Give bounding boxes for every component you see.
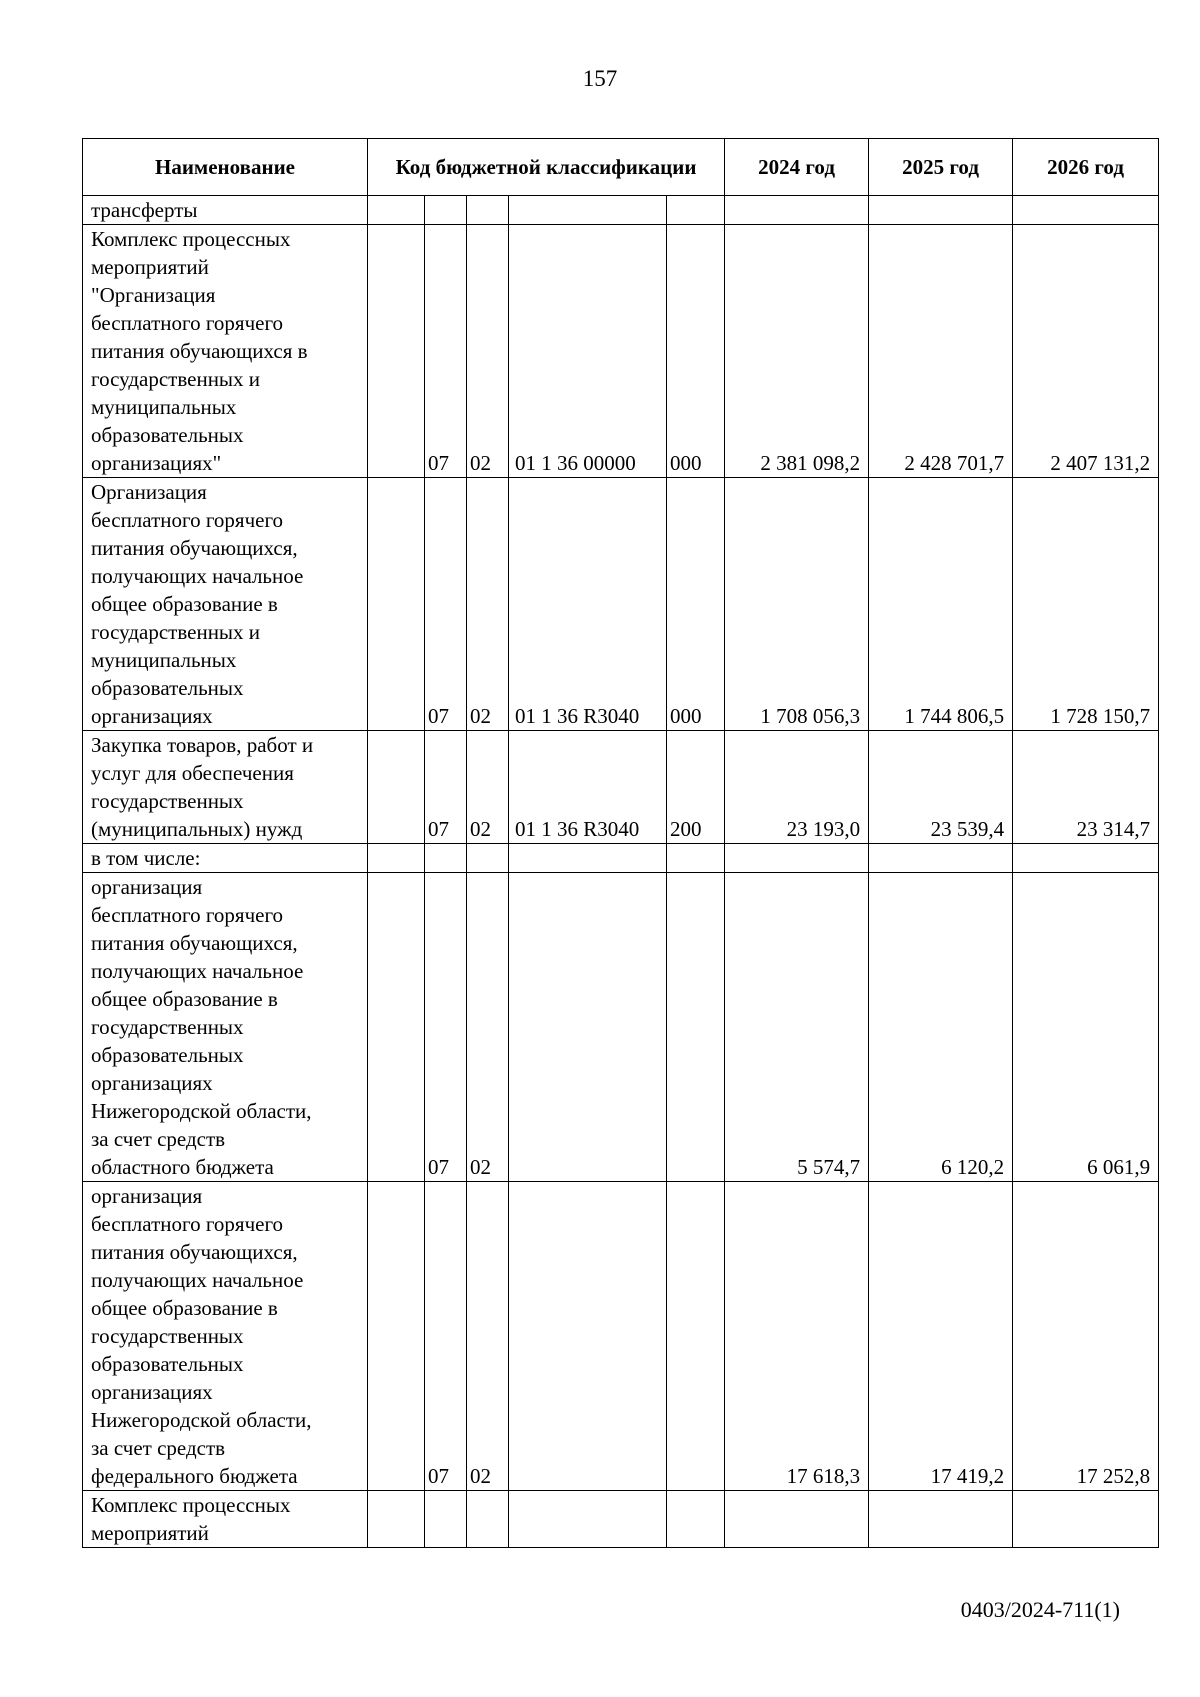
row-pad: [368, 1491, 425, 1548]
row-subsection: [467, 844, 509, 873]
row-section: 07: [425, 478, 467, 731]
row-2025: 23 539,4: [869, 731, 1013, 844]
row-name: организация бесплатного горячего питания обучающихся, получающих начальное общее образование в государственных образовательных организациях Нижегородской области, за счет средств областного бюджета: [83, 873, 368, 1182]
table-row: [83, 478, 1159, 731]
row-name: организация бесплатного горячего питания обучающихся, получающих начальное общее образование в государственных образовательных организациях Нижегородской области, за счет средств федерального бюджета: [83, 1182, 368, 1491]
row-name: Комплекс процессных мероприятий: [83, 1491, 368, 1548]
row-2026: 1 728 150,7: [1013, 478, 1159, 731]
row-2024: [725, 844, 869, 873]
table-row: [83, 731, 1159, 844]
row-expense-type: [667, 1491, 725, 1548]
row-pad: [368, 1182, 425, 1491]
row-name: Закупка товаров, работ и услуг для обеспечения государственных (муниципальных) нужд: [83, 731, 368, 844]
row-2025: [869, 1491, 1013, 1548]
row-section: 07: [425, 1182, 467, 1491]
table-row: [83, 196, 1159, 225]
row-2025: 1 744 806,5: [869, 478, 1013, 731]
row-section: 07: [425, 731, 467, 844]
row-2024: 17 618,3: [725, 1182, 869, 1491]
row-section: [425, 844, 467, 873]
row-target-code: [509, 1182, 667, 1491]
row-target-code: [509, 1491, 667, 1548]
document-code: 0403/2024-711(1): [960, 1597, 1120, 1622]
row-2026: 6 061,9: [1013, 873, 1159, 1182]
row-expense-type: [667, 196, 725, 225]
row-name: трансферты: [83, 196, 368, 225]
row-subsection: 02: [467, 225, 509, 478]
header-name: Наименование: [83, 139, 368, 196]
header-2025: 2025 год: [869, 139, 1013, 196]
row-2024: 5 574,7: [725, 873, 869, 1182]
row-name: Организация бесплатного горячего питания обучающихся, получающих начальное общее образование в государственных и муниципальных образовательных организациях: [83, 478, 368, 731]
row-pad: [368, 196, 425, 225]
table-row: [83, 1182, 1159, 1491]
row-expense-type: [667, 873, 725, 1182]
budget-table: [82, 138, 1159, 1548]
row-target-code: [509, 844, 667, 873]
row-expense-type: 200: [667, 731, 725, 844]
row-name: Комплекс процессных мероприятий "Организация бесплатного горячего питания обучающихся в государственных и муниципальных образовательных организациях": [83, 225, 368, 478]
row-target-code: 01 1 36 00000: [509, 225, 667, 478]
row-pad: [368, 225, 425, 478]
row-expense-type: 000: [667, 225, 725, 478]
table-row: [83, 225, 1159, 478]
row-2026: 23 314,7: [1013, 731, 1159, 844]
row-2025: 17 419,2: [869, 1182, 1013, 1491]
row-2025: 2 428 701,7: [869, 225, 1013, 478]
table-row: [83, 1491, 1159, 1548]
row-2025: [869, 196, 1013, 225]
row-2025: 6 120,2: [869, 873, 1013, 1182]
row-subsection: 02: [467, 873, 509, 1182]
row-pad: [368, 731, 425, 844]
row-section: 07: [425, 873, 467, 1182]
row-2024: 1 708 056,3: [725, 478, 869, 731]
row-pad: [368, 844, 425, 873]
header-2024: 2024 год: [725, 139, 869, 196]
row-pad: [368, 873, 425, 1182]
row-2026: 2 407 131,2: [1013, 225, 1159, 478]
row-subsection: [467, 1491, 509, 1548]
row-target-code: 01 1 36 R3040: [509, 478, 667, 731]
row-target-code: [509, 873, 667, 1182]
row-subsection: 02: [467, 1182, 509, 1491]
table-row: [83, 873, 1159, 1182]
row-pad: [368, 478, 425, 731]
row-2024: [725, 196, 869, 225]
row-expense-type: 000: [667, 478, 725, 731]
header-code: Код бюджетной классификации: [368, 139, 725, 196]
table-header-row: [83, 139, 1159, 196]
row-2026: [1013, 1491, 1159, 1548]
row-2026: 17 252,8: [1013, 1182, 1159, 1491]
row-subsection: 02: [467, 731, 509, 844]
row-section: [425, 1491, 467, 1548]
row-2024: 2 381 098,2: [725, 225, 869, 478]
row-2026: [1013, 844, 1159, 873]
row-expense-type: [667, 1182, 725, 1491]
row-subsection: 02: [467, 478, 509, 731]
row-2024: [725, 1491, 869, 1548]
row-2025: [869, 844, 1013, 873]
table-row: [83, 844, 1159, 873]
row-target-code: [509, 196, 667, 225]
row-target-code: 01 1 36 R3040: [509, 731, 667, 844]
row-name: в том числе:: [83, 844, 368, 873]
row-2024: 23 193,0: [725, 731, 869, 844]
row-subsection: [467, 196, 509, 225]
row-2026: [1013, 196, 1159, 225]
row-section: 07: [425, 225, 467, 478]
header-2026: 2026 год: [1013, 139, 1159, 196]
row-expense-type: [667, 844, 725, 873]
row-section: [425, 196, 467, 225]
page-number: 157: [582, 66, 618, 91]
